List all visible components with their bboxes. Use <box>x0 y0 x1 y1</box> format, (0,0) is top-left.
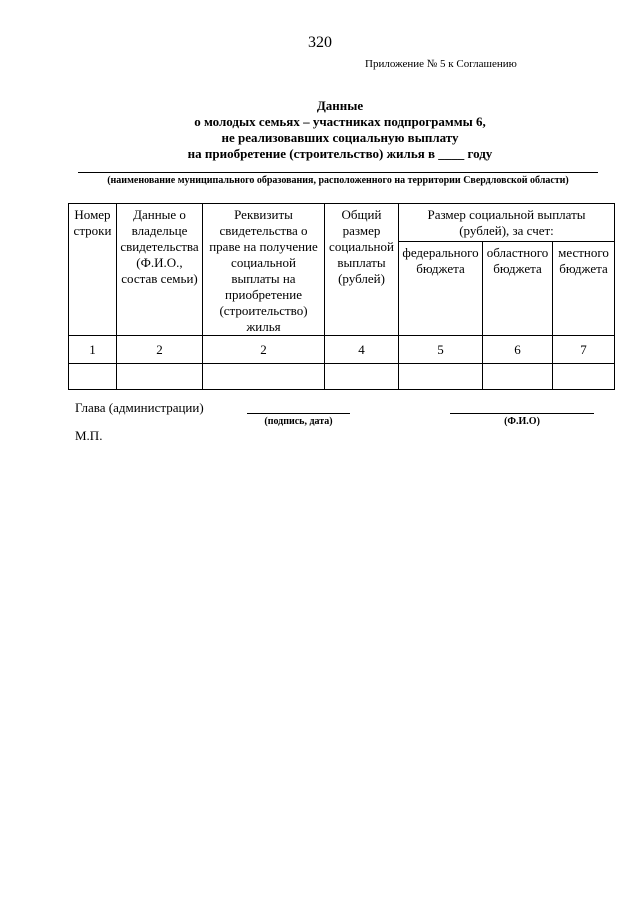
header-certificate-line: свидетельства о <box>219 223 308 238</box>
header-certificate-line: (строительство) <box>219 303 308 318</box>
signature-line <box>247 413 350 414</box>
header-federal-line: бюджета <box>416 261 465 277</box>
header-owner <box>117 204 203 336</box>
numbering-cell: 2 <box>117 336 203 364</box>
header-local <box>553 242 615 336</box>
empty-cell <box>117 364 203 390</box>
header-payment-group-line: (рублей), за счет: <box>459 223 554 238</box>
empty-cell <box>553 364 615 390</box>
signature-caption: (подпись, дата) <box>264 416 333 427</box>
header-federal-line: федерального <box>402 245 479 261</box>
header-certificate-line: праве на получение <box>209 239 318 254</box>
header-row-number <box>69 204 117 336</box>
head-label: Глава (администрации) <box>75 400 204 415</box>
header-total <box>325 204 399 336</box>
municipality-underline <box>78 172 598 173</box>
header-payment-group <box>399 204 615 242</box>
page-number: 320 <box>308 34 332 51</box>
name-line <box>450 413 594 414</box>
header-row-number-line: строки <box>73 223 112 238</box>
header-certificate-line: жилья <box>246 319 281 334</box>
header-total-line: (рублей) <box>338 271 385 286</box>
header-certificate-line: выплаты на <box>231 271 296 286</box>
header-local-line: местного <box>558 245 609 261</box>
header-certificate-line: социальной <box>231 255 296 270</box>
numbering-cell: 6 <box>483 336 553 364</box>
numbering-cell: 2 <box>203 336 325 364</box>
header-regional <box>483 242 553 336</box>
empty-cell <box>203 364 325 390</box>
header-total-line: социальной <box>329 239 394 254</box>
empty-data-row <box>69 364 615 390</box>
document-title-line-4: на приобретение (строительство) жилья в ____ году <box>187 146 493 161</box>
header-regional-line: бюджета <box>493 261 542 277</box>
document-title-line-2: о молодых семьях – участниках подпрограммы 6, <box>194 114 486 129</box>
document-title-line-1: Данные <box>316 98 364 113</box>
header-certificate-line: приобретение <box>225 287 302 302</box>
empty-cell <box>399 364 483 390</box>
numbering-cell: 7 <box>553 336 615 364</box>
header-owner-line: владельце <box>131 223 188 238</box>
empty-cell <box>483 364 553 390</box>
header-owner-line: (Ф.И.О., <box>136 255 183 270</box>
numbering-cell: 1 <box>69 336 117 364</box>
header-total-line: Общий <box>341 207 382 222</box>
header-payment-group-line: Размер социальной выплаты <box>427 207 586 222</box>
header-owner-line: состав семьи) <box>121 271 198 286</box>
stamp-label: М.П. <box>75 428 103 443</box>
header-regional-line: областного <box>486 245 549 261</box>
header-total-line: размер <box>342 223 381 238</box>
numbering-row <box>69 336 615 364</box>
header-local-line: бюджета <box>559 261 608 277</box>
header-owner-line: Данные о <box>133 207 186 222</box>
appendix-label: Приложение № 5 к Соглашению <box>365 58 517 70</box>
empty-cell <box>69 364 117 390</box>
header-row-number-line: Номер <box>74 207 111 222</box>
header-certificate-line: Реквизиты <box>234 207 293 222</box>
header-owner-line: свидетельства <box>120 239 199 254</box>
header-total-line: выплаты <box>337 255 386 270</box>
header-certificate <box>203 204 325 336</box>
header-federal <box>399 242 483 336</box>
name-caption: (Ф.И.О) <box>504 416 540 427</box>
empty-cell <box>325 364 399 390</box>
numbering-cell: 5 <box>399 336 483 364</box>
document-title-line-3: не реализовавших социальную выплату <box>221 130 459 145</box>
municipality-caption: (наименование муниципального образования, расположенного на территории Свердловской области) <box>107 175 569 186</box>
numbering-cell: 4 <box>325 336 399 364</box>
families-table <box>68 203 615 390</box>
